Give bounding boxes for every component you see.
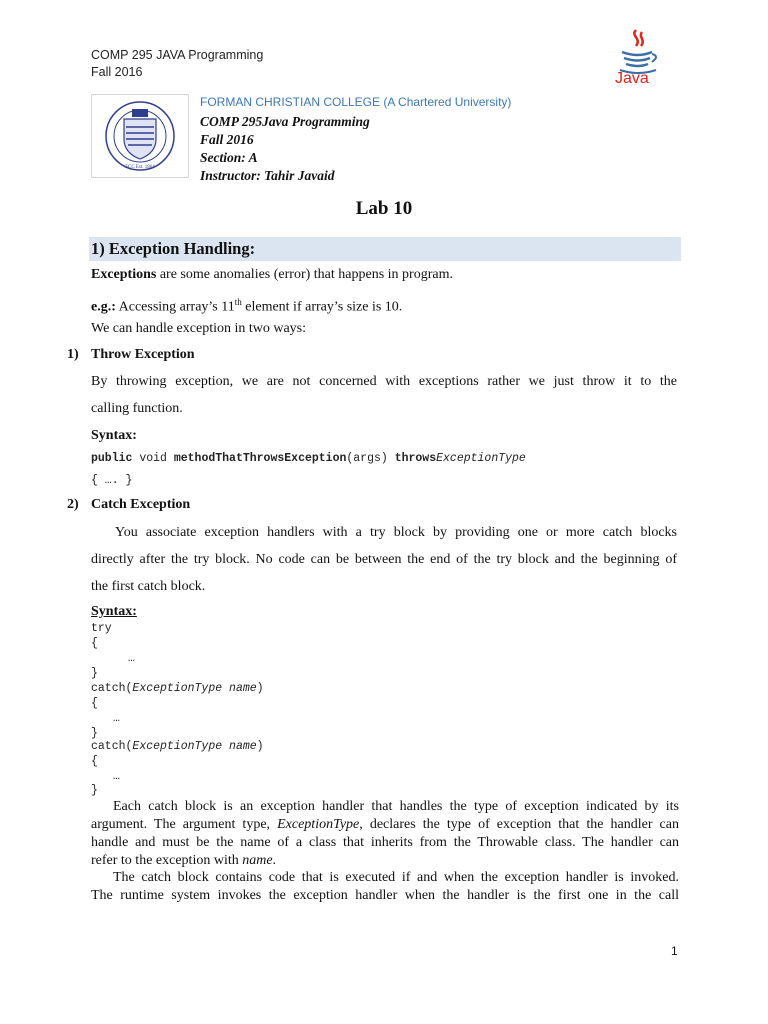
code-catch-1 (91, 682, 264, 697)
code-keyword-void: void (132, 452, 174, 465)
info-instructor: Instructor: Tahir Javaid (200, 168, 335, 183)
code-ellipsis: … (113, 770, 120, 783)
info-section: Section: A (200, 150, 258, 165)
info-course: COMP 295Java Programming (200, 114, 370, 129)
code-try: try (91, 622, 112, 635)
throw-para-1: By throwing exception, we are not concerned with exceptions rather we just throw it to the (91, 374, 677, 389)
college-seal-icon (92, 95, 188, 177)
catch-para-line-1: You associate exception handlers with a try block by providing one or more catch blocks (115, 525, 677, 540)
catch-title: Catch Exception (91, 497, 191, 512)
body-italic: ExceptionType (277, 817, 360, 832)
example (91, 293, 402, 317)
catch-syntax-label: Syntax: (91, 604, 137, 619)
example-label: e.g.: (91, 299, 116, 315)
code-keyword-public: public (91, 452, 133, 465)
header-course: COMP 295 JAVA Programming (91, 48, 264, 62)
code-catch-paren: ) (256, 740, 264, 753)
info-term: Fall 2016 (200, 132, 254, 147)
code-brace-open: { (91, 637, 98, 650)
definition-term: Exceptions (91, 267, 157, 282)
java-logo-text: Java (615, 70, 649, 87)
catch-para-line-2: directly after the try block. No code can be between the end of the try block and the beginning of (91, 552, 677, 567)
code-args: (args) (346, 452, 395, 465)
throw-syntax-label: Syntax: (91, 428, 137, 443)
throw-code-body: { …. } (91, 474, 133, 487)
code-ellipsis: … (113, 712, 120, 725)
body-p2-line-1: The catch block contains code that is executed if and when the exception handler is invoked. (113, 870, 679, 885)
lab-title: Lab 10 (355, 198, 413, 219)
college-name: FORMAN CHRISTIAN COLLEGE (A Chartered University) (200, 95, 512, 109)
code-catch-param: ExceptionType name (132, 682, 257, 695)
code-method-name: methodThatThrowsException (173, 452, 347, 465)
code-catch-2 (91, 740, 264, 755)
ways-text: We can handle exception in two ways: (91, 321, 307, 336)
header-term: Fall 2016 (91, 65, 143, 79)
throw-title: Throw Exception (91, 347, 195, 362)
example-text-2: element if array’s size is 10. (241, 299, 403, 315)
example-text: Accessing array’s 11 (115, 299, 235, 315)
code-brace-open: { (91, 697, 98, 710)
throw-code-signature (91, 452, 526, 467)
definition-text: are some anomalies (error) that happens in program. (156, 267, 453, 282)
seal-text: FCC Est. 1864 (125, 165, 155, 170)
definition (91, 266, 453, 284)
body-p2-line-2: The runtime system invokes the exception handler when the handler is the first one in the call (91, 888, 679, 903)
body-text: refer to the exception with (91, 853, 243, 868)
code-brace-open: { (91, 755, 98, 768)
code-catch-paren: ) (256, 682, 264, 695)
college-seal-frame (91, 94, 189, 178)
body-p1-line-1: Each catch block is an exception handler that handles the type of exception indicated by its (113, 799, 679, 814)
code-catch-keyword: catch( (91, 740, 133, 753)
code-ellipsis: … (128, 652, 135, 665)
catch-para-line-3: the first catch block. (91, 579, 206, 594)
body-p1-line-4 (91, 852, 276, 870)
java-cup-icon (612, 26, 664, 76)
java-logo (612, 26, 664, 94)
body-italic: name (242, 853, 273, 868)
code-catch-param: ExceptionType name (132, 740, 257, 753)
code-keyword-throws: throws (394, 452, 437, 465)
page-number: 1 (671, 944, 678, 958)
body-text: argument. The argument type, (91, 817, 278, 832)
code-catch-keyword: catch( (91, 682, 133, 695)
body-text: . (272, 853, 277, 868)
body-text: , declares the type of exception that the handler can (359, 817, 679, 832)
code-brace-close: } (91, 784, 98, 797)
code-brace-close: } (91, 727, 98, 740)
section-heading: 1) Exception Handling: (91, 239, 256, 258)
example-sup: th (234, 297, 242, 307)
body-p1-line-3: handle and must be the name of a class that inherits from the Throwable class. The handler can (91, 835, 679, 850)
body-p1-line-2 (91, 816, 679, 834)
code-exception-type: ExceptionType (436, 452, 526, 465)
throw-para-2: calling function. (91, 401, 183, 416)
throw-number: 1) (67, 347, 79, 362)
catch-number: 2) (67, 497, 79, 512)
code-brace-close: } (91, 667, 98, 680)
